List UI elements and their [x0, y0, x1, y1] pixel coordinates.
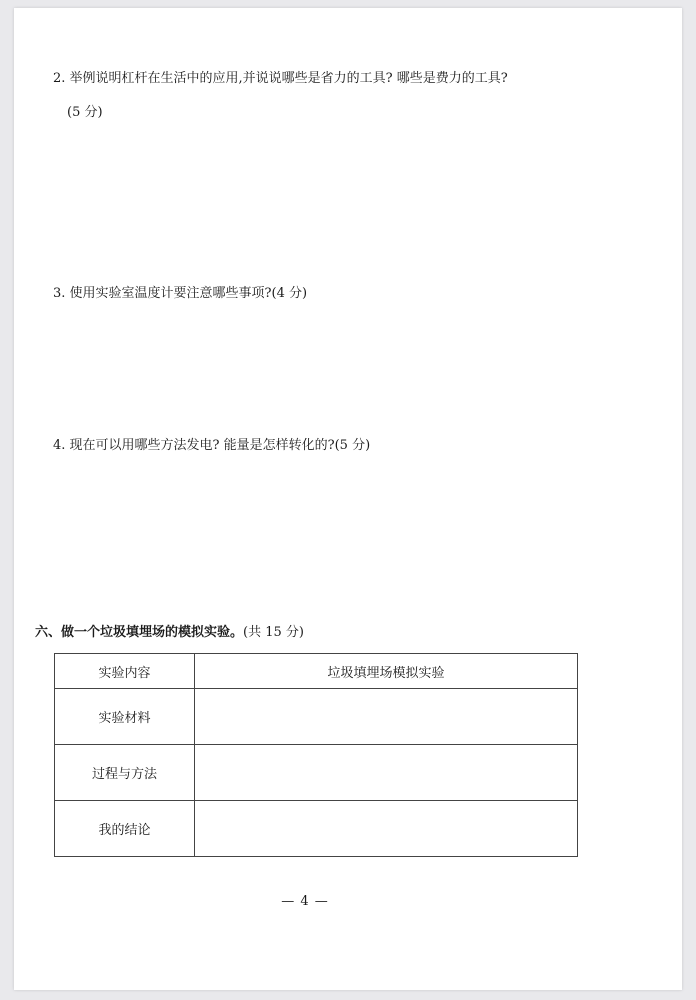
page-number: — 4 —: [281, 894, 329, 909]
table-row: [55, 745, 578, 801]
header-label-cell: 实验内容: [55, 654, 195, 689]
section-6-score: (共 15 分): [243, 625, 304, 640]
question-4: 4. 现在可以用哪些方法发电? 能量是怎样转化的?(5 分): [53, 438, 371, 453]
experiment-table: [54, 653, 578, 857]
header-value-cell: 垃圾填埋场模拟实验: [195, 654, 578, 689]
row-answer-materials[interactable]: [195, 689, 578, 745]
table-row: [55, 801, 578, 857]
section-6-heading: [35, 621, 304, 640]
section-6-title: 六、做一个垃圾填埋场的模拟实验。: [35, 625, 244, 640]
table-row: [55, 689, 578, 745]
question-2: 2. 举例说明杠杆在生活中的应用,并说说哪些是省力的工具? 哪些是费力的工具?: [53, 71, 508, 86]
question-3: 3. 使用实验室温度计要注意哪些事项?(4 分): [53, 286, 308, 301]
question-2-score: (5 分): [67, 105, 103, 120]
row-label-materials: 实验材料: [55, 689, 195, 745]
row-answer-process[interactable]: [195, 745, 578, 801]
row-label-process: 过程与方法: [55, 745, 195, 801]
row-label-conclusion: 我的结论: [55, 801, 195, 857]
row-answer-conclusion[interactable]: [195, 801, 578, 857]
table-header-row: [55, 654, 578, 689]
